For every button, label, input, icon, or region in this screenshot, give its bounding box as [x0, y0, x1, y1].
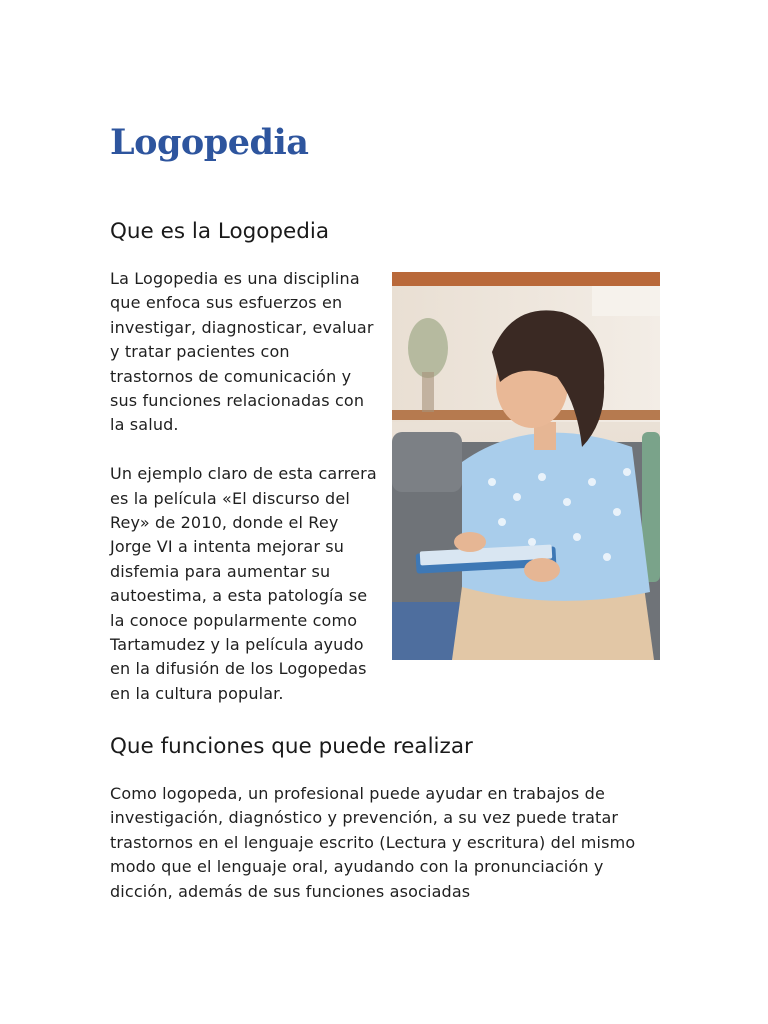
section-funciones [110, 732, 660, 904]
section-paragraph: Como logopeda, un profesional puede ayudar en trabajos de investigación, diagnóstico y prevención, a su vez puede tratar trastornos en el lenguaje escrito (Lectura y escritura) del mismo modo que el lenguaje oral, ayudando con la pronunciación y dicción, además de sus funciones asociadas [110, 784, 636, 901]
section-paragraph: La Logopedia es una disciplina que enfoca sus esfuerzos en investigar, diagnosticar, evaluar y tratar pacientes con trastornos de comunicación y sus funciones relacionadas con la salud. [110, 269, 374, 435]
section-heading: Que es la Logopedia [110, 219, 330, 244]
document-title: Logopedia [110, 122, 309, 163]
section-heading: Que funciones que puede realizar [110, 734, 473, 759]
woman-with-clipboard-photo [392, 272, 660, 660]
section-paragraph: Un ejemplo claro de esta carrera es la película «El discurso del Rey» de 2010, donde el Rey Jorge VI a intenta mejorar su disfemia para aumentar su autoestima, a esta patología se la conoce popularmente como Tartamudez y la película ayudo en la difusión de los Logopedas en la cultura popular. [110, 464, 377, 703]
section-que-es [110, 217, 660, 706]
